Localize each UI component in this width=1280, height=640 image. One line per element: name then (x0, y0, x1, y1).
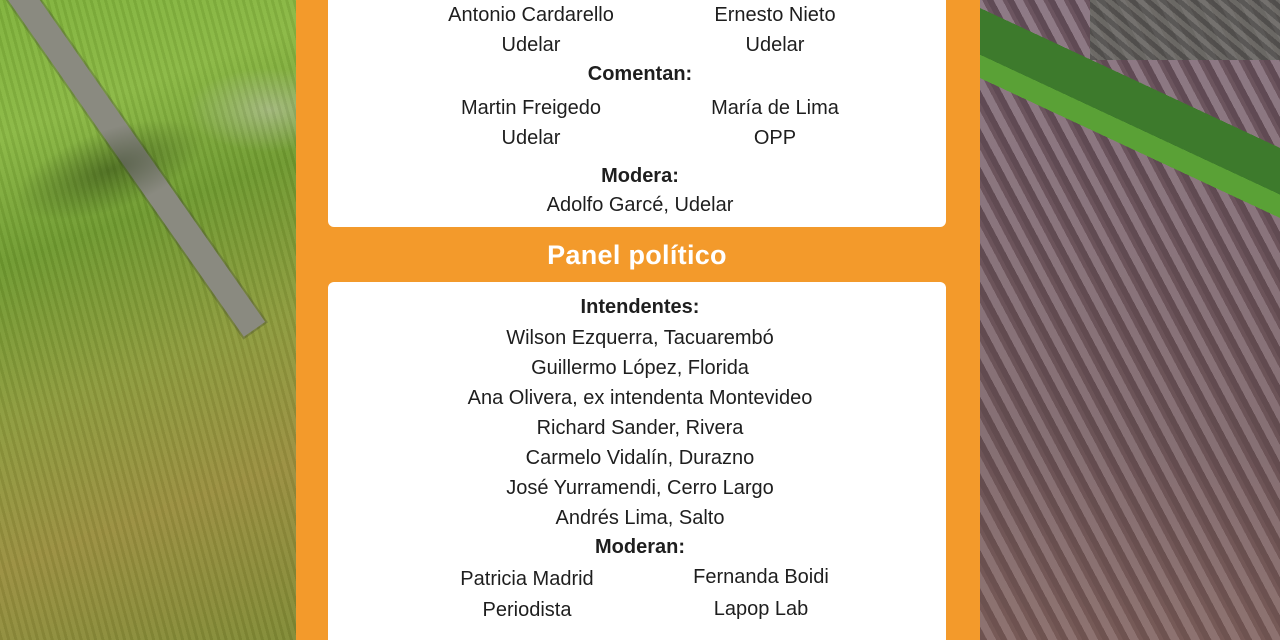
intendente-item: Ana Olivera, ex intendenta Montevideo (467, 387, 813, 409)
intendente-item: José Yurramendi, Cerro Largo (506, 477, 774, 499)
speaker-org: Udelar (745, 34, 805, 56)
moderator-name: Fernanda Boidi (693, 566, 829, 588)
modera-heading: Modera: (601, 165, 679, 187)
commentator-org: OPP (753, 127, 797, 149)
left-field-photo (0, 0, 330, 640)
panel-politico-title: Panel político (316, 230, 958, 280)
intendente-item: Richard Sander, Rivera (536, 417, 744, 439)
moderator-role: Lapop Lab (713, 598, 809, 620)
commentator-name: María de Lima (711, 97, 839, 119)
intendente-item: Carmelo Vidalín, Durazno (525, 447, 755, 469)
comentan-heading: Comentan: (587, 63, 693, 85)
dark-field-strip (1090, 0, 1280, 60)
moderan-heading: Moderan: (595, 536, 685, 558)
intendentes-heading: Intendentes: (580, 296, 700, 318)
moderator-name: Patricia Madrid (460, 568, 594, 590)
commentator-org: Udelar (501, 127, 561, 149)
intendente-item: Wilson Ezquerra, Tacuarembó (506, 327, 774, 349)
speaker-name: Antonio Cardarello (448, 4, 614, 26)
intendente-item: Guillermo López, Florida (531, 357, 749, 379)
moderator: Adolfo Garcé, Udelar (546, 194, 734, 216)
moderator-role: Periodista (482, 599, 572, 621)
commentator-name: Martin Freigedo (460, 97, 602, 119)
speaker-org: Udelar (501, 34, 561, 56)
speaker-name: Ernesto Nieto (714, 4, 836, 26)
intendente-item: Andrés Lima, Salto (555, 507, 725, 529)
